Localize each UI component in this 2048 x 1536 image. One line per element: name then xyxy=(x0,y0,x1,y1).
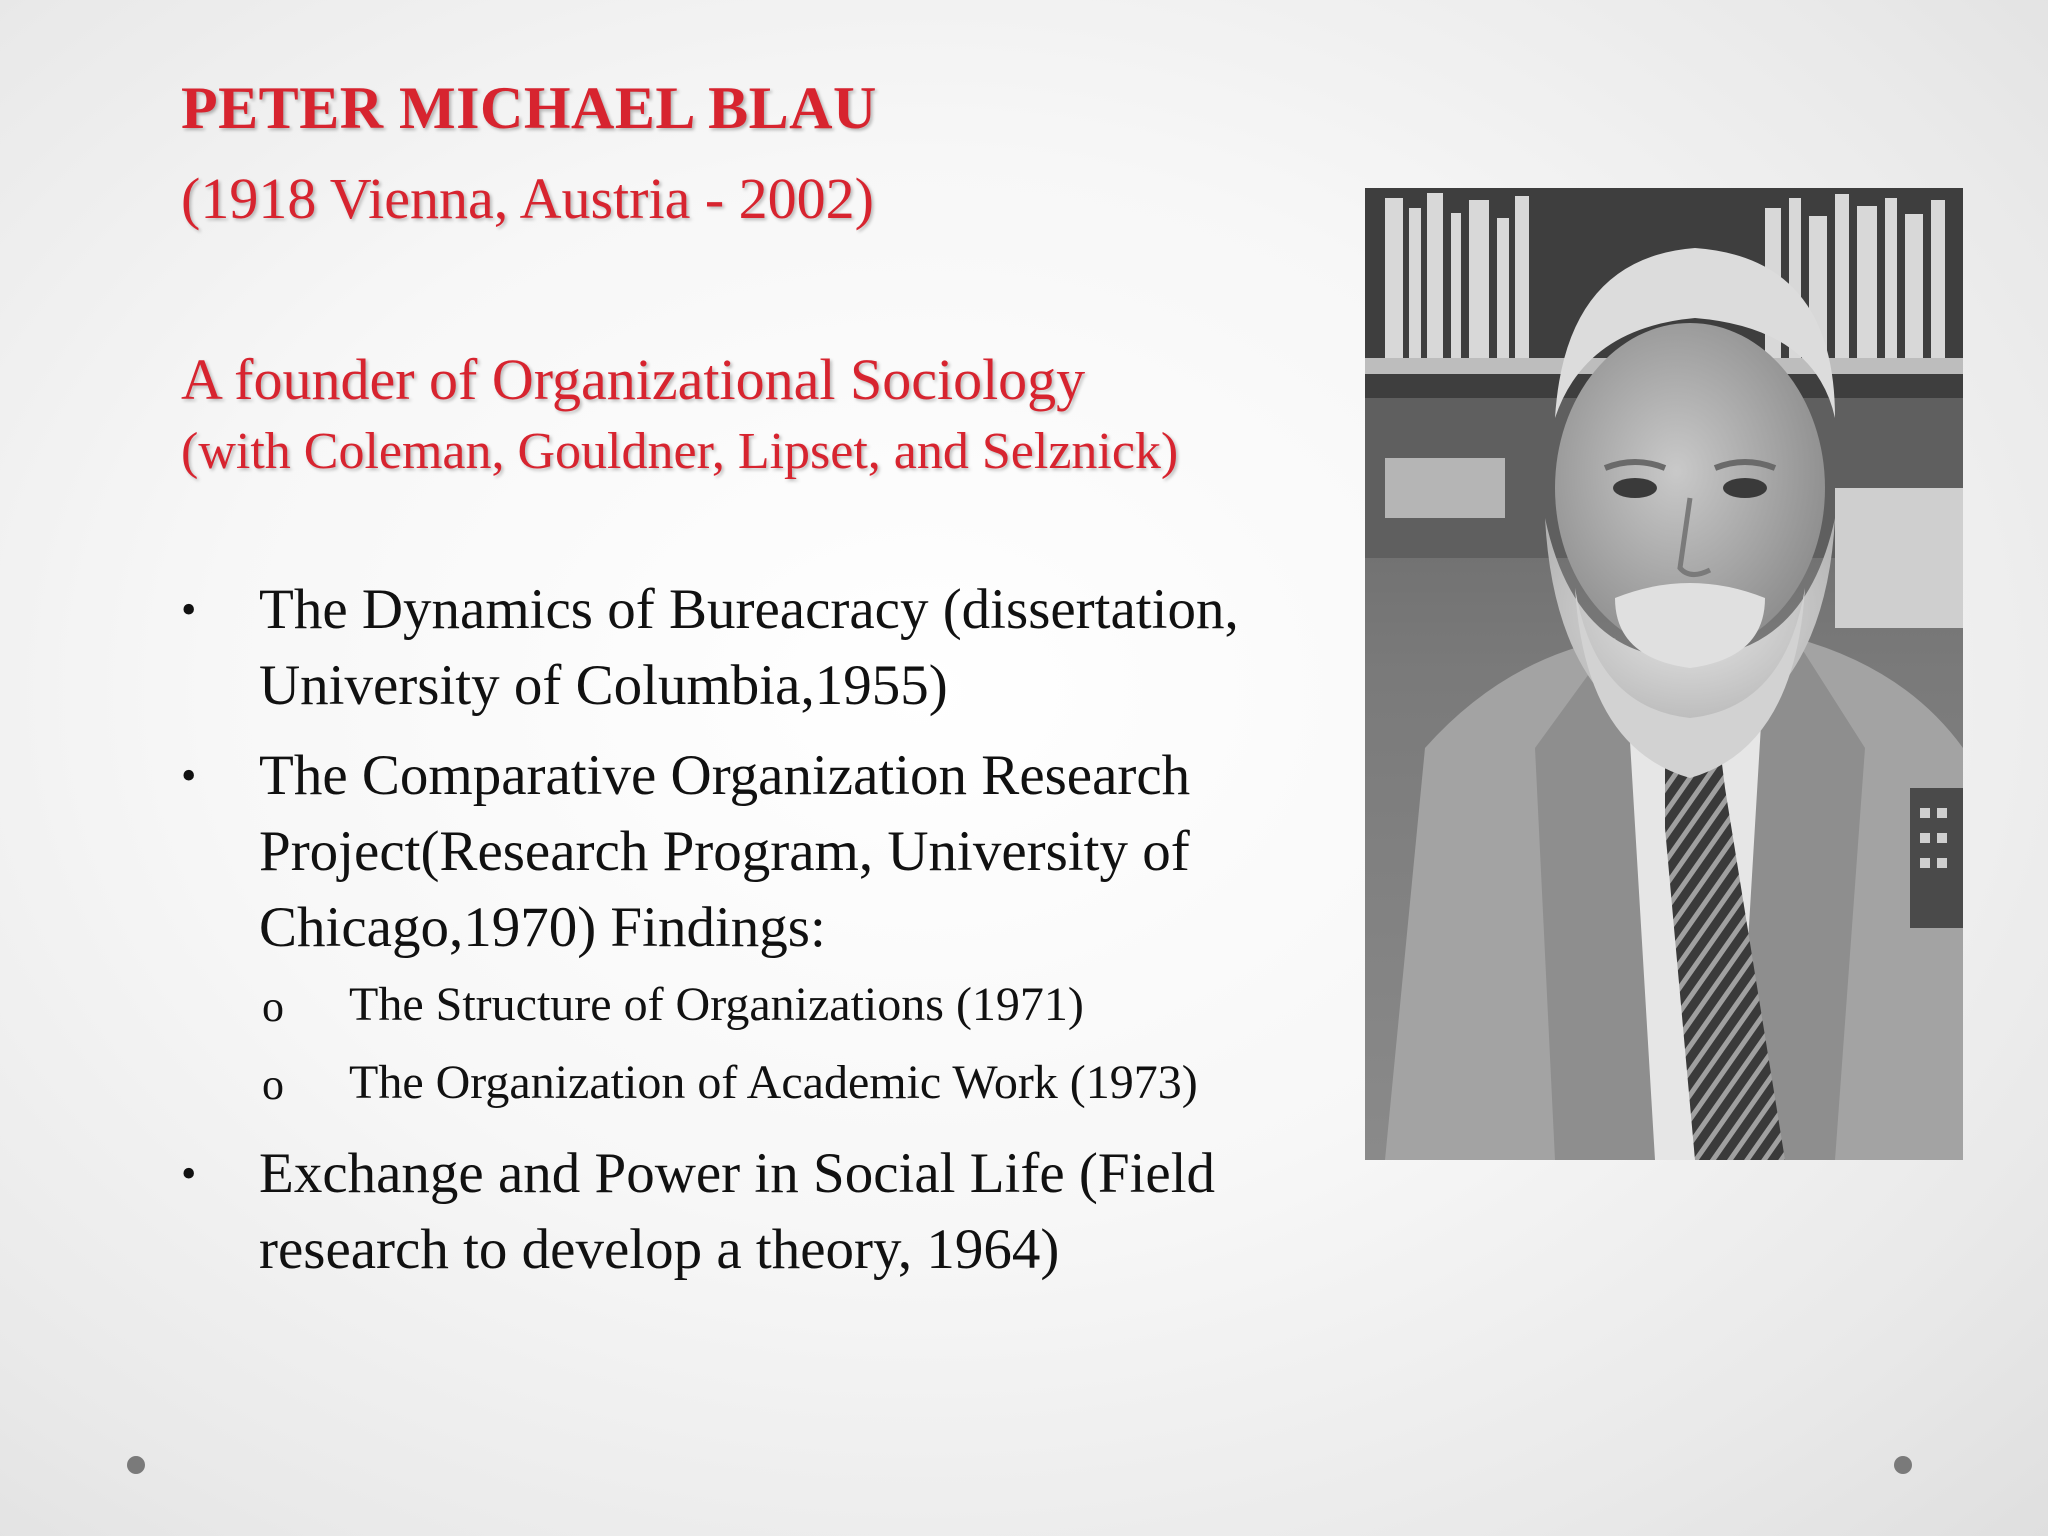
bullet-list xyxy=(181,572,1361,1302)
nav-dot-icon xyxy=(127,1456,145,1474)
slide-title: PETER MICHAEL BLAU xyxy=(181,75,877,141)
nav-dot-icon xyxy=(1894,1456,1912,1474)
bullet-text: Exchange and Power in Social Life (Field research to develop a theory, 1964) xyxy=(259,1142,1216,1281)
bullet-icon: • xyxy=(181,1149,197,1198)
bullet-item xyxy=(181,738,1361,1122)
circle-bullet-icon: o xyxy=(262,1060,284,1109)
sub-bullet-list xyxy=(259,966,1361,1122)
bullet-item xyxy=(181,1136,1361,1288)
sub-bullet-item xyxy=(259,966,1361,1044)
bullet-item xyxy=(181,572,1361,724)
bullet-text: The Dynamics of Bureacracy (dissertation, University of Columbia,1955) xyxy=(259,578,1239,717)
bullet-text: The Comparative Organization Research Project(Research Program, University of Chicago,1970) Findings: xyxy=(259,744,1191,959)
cofounders-note: (with Coleman, Gouldner, Lipset, and Selznick) xyxy=(181,423,1179,480)
sub-bullet-item xyxy=(259,1044,1361,1122)
sub-bullet-text: The Organization of Academic Work (1973) xyxy=(349,1056,1198,1109)
bullet-icon: • xyxy=(181,585,197,634)
sub-bullet-text: The Structure of Organizations (1971) xyxy=(349,978,1084,1031)
circle-bullet-icon: o xyxy=(262,982,284,1031)
portrait-illustration xyxy=(1365,188,1963,1160)
slide-subtitle: (1918 Vienna, Austria - 2002) xyxy=(181,166,874,231)
portrait-photo xyxy=(1365,188,1963,1160)
bullet-icon: • xyxy=(181,751,197,800)
founder-heading: A founder of Organizational Sociology xyxy=(181,347,1086,412)
